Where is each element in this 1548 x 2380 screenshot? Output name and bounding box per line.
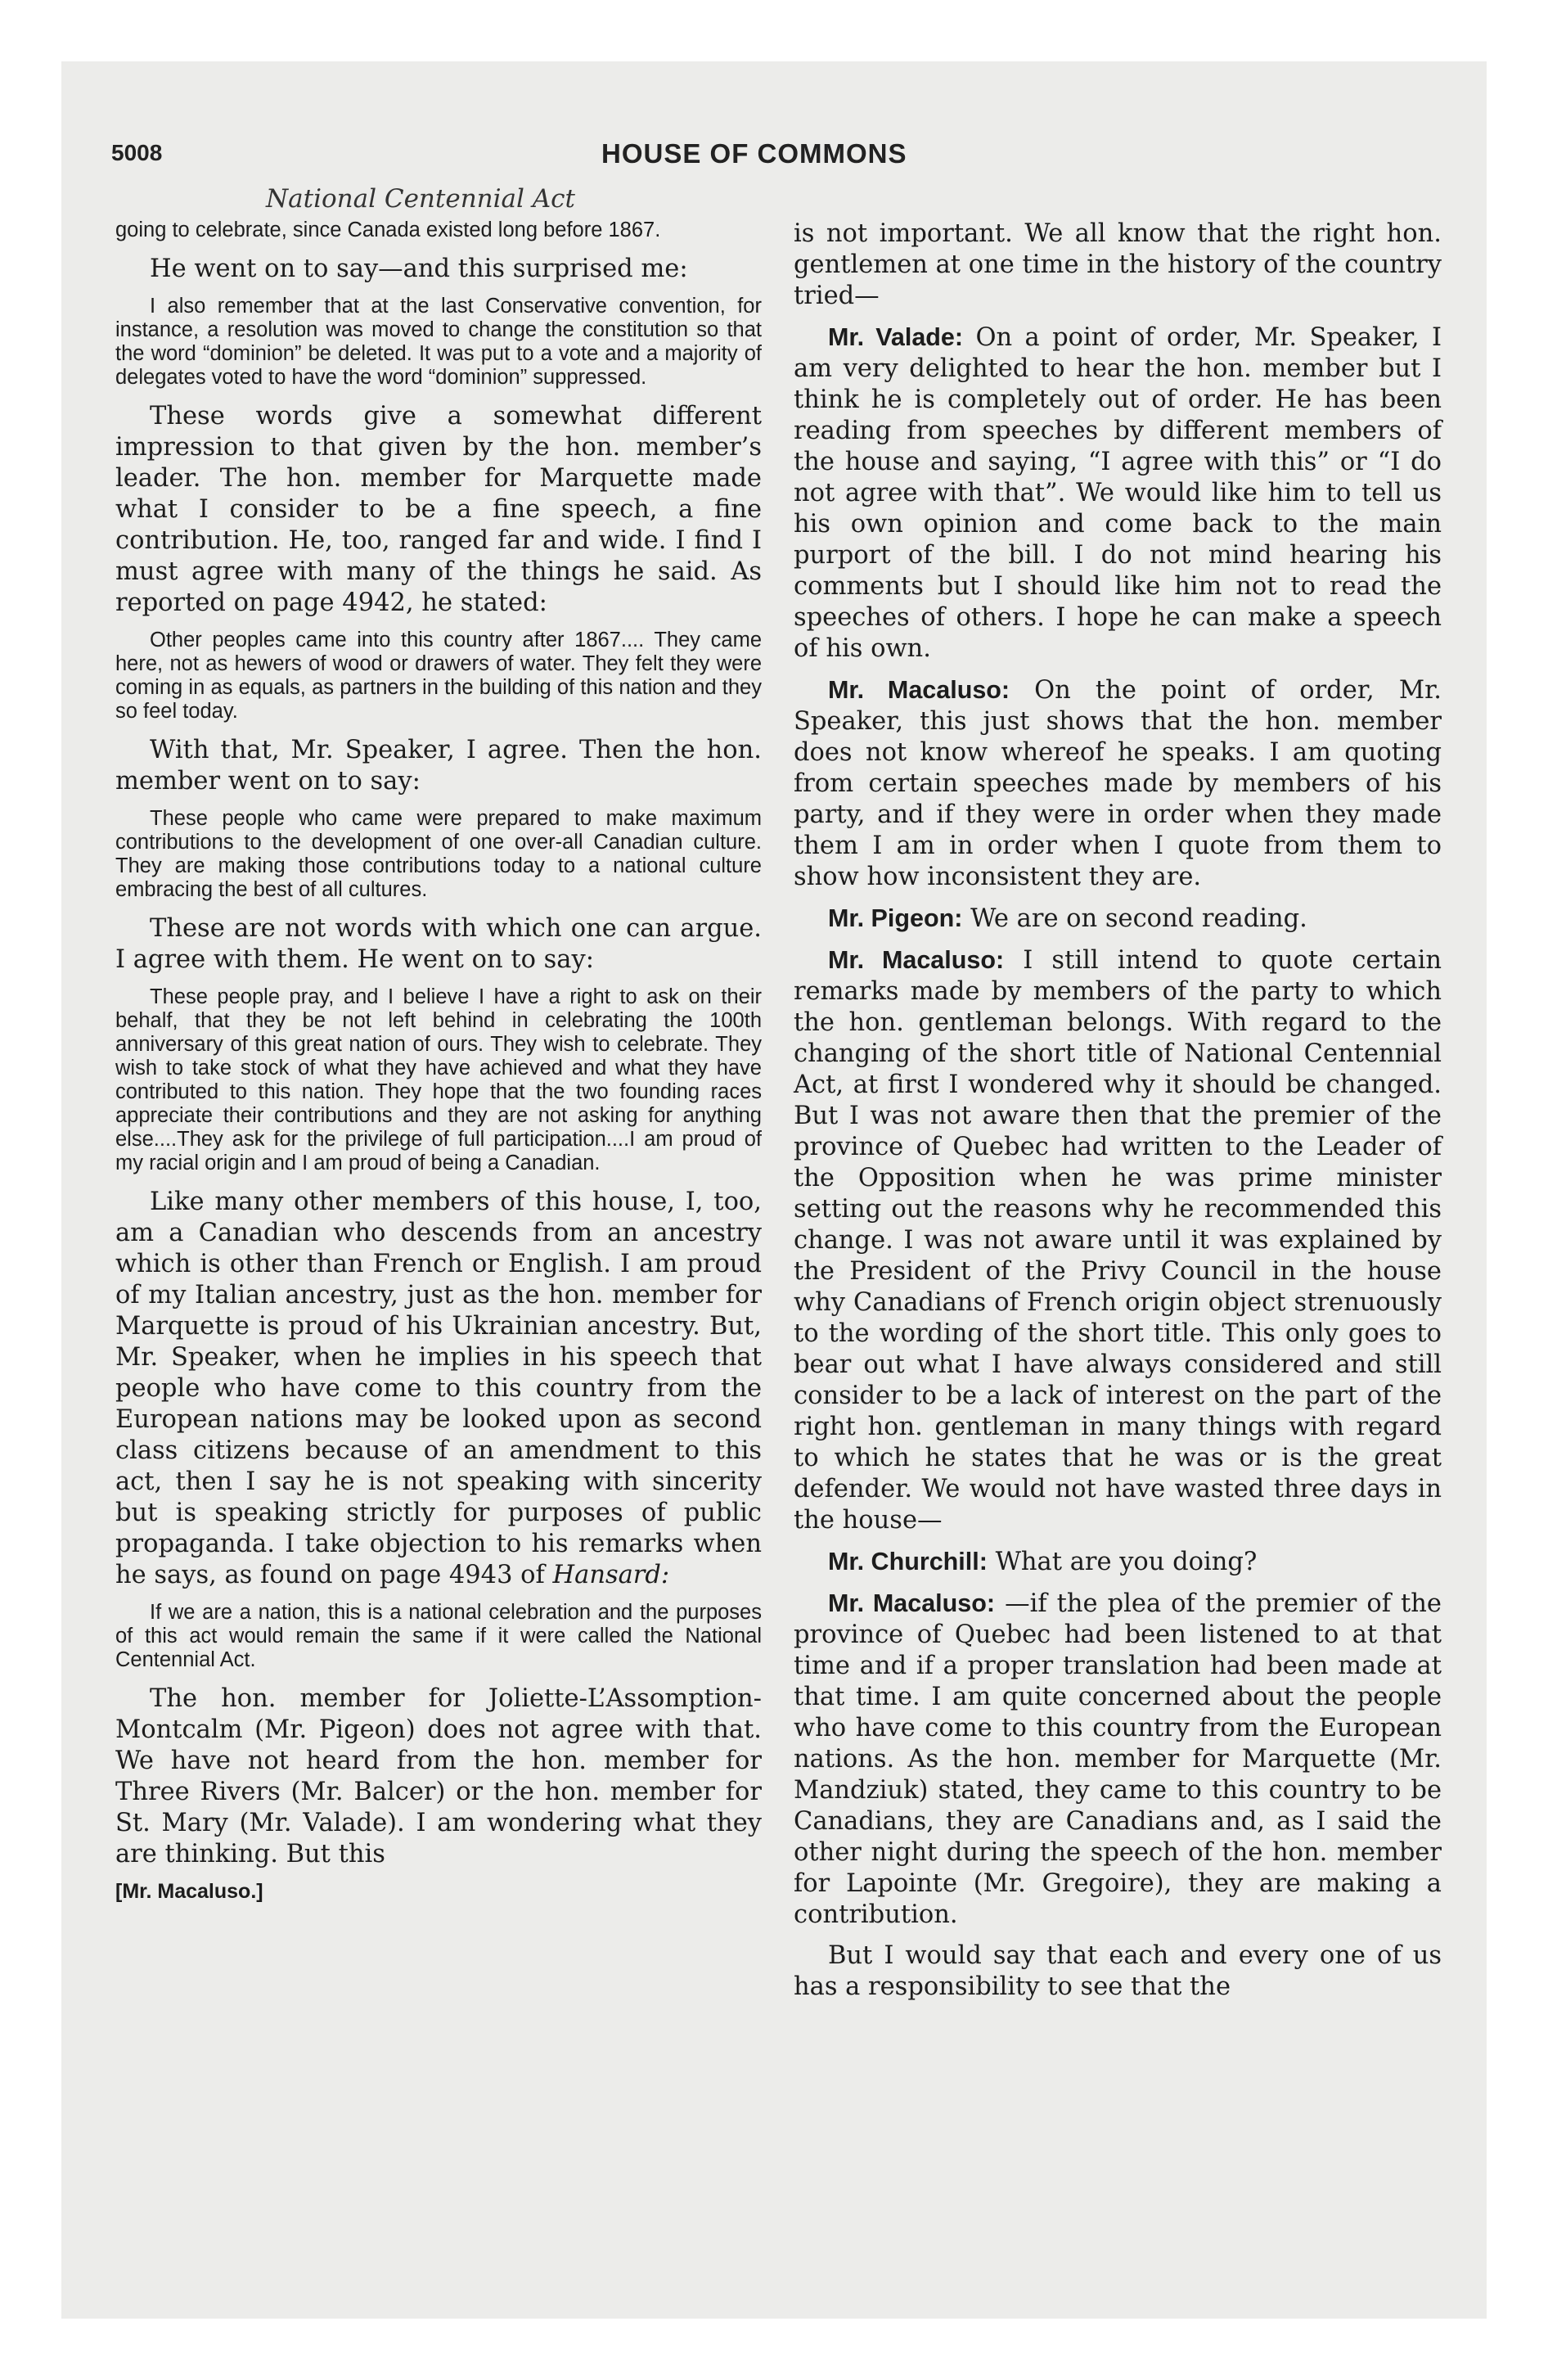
body-paragraph: These words give a somewhat different impression to that given by the hon. member’s leader. The hon. member for Marquette made what I consider to be a fine speech, a fine contribution. He, too, ranged far and wide. I find I must agree with many of the things he said. As reported on page 4942, he stated: xyxy=(115,402,762,617)
speech-text: —if the plea of the premier of the province of Quebec had been listened to at that time and if a proper translation had been made at that time. I am quite concerned about the people who have come to this country from the European nations. As the hon. member for Marquette (Mr. Mandziuk) stated, they came to this country to be Canadians, they are Canadians and, as I said the other night during the speech of the hon. member for Lapointe (Mr. Gregoire), they are making a contribution. xyxy=(794,1589,1442,1929)
page-number: 5008 xyxy=(111,140,163,165)
speech-text: On the point of order, Mr. Speaker, this just shows that the hon. member does not know whereof he speaks. I am quoting from certain speeches made by members of his party, and if they were in order when they made them I am in order when I quote from them to show how inconsistent they are. xyxy=(794,676,1442,891)
speech-paragraph xyxy=(794,1546,1442,1578)
speaker-name: Mr. Valade: xyxy=(828,323,964,351)
speech-paragraph xyxy=(794,944,1442,1536)
hansard-page xyxy=(61,61,1487,2319)
speech-paragraph xyxy=(794,322,1442,665)
speech-text: What are you doing? xyxy=(987,1548,1258,1576)
speaker-footer: [Mr. Macaluso.] xyxy=(115,1880,263,1903)
speech-paragraph xyxy=(794,1588,1442,1931)
right-column xyxy=(794,219,1442,2013)
body-paragraph: These are not words with which one can argue. I agree with them. He went on to say: xyxy=(115,914,762,974)
body-paragraph: With that, Mr. Speaker, I agree. Then the hon. member went on to say: xyxy=(115,736,762,796)
speech-paragraph xyxy=(794,674,1442,893)
left-column xyxy=(115,219,762,1904)
speaker-name: Mr. Churchill: xyxy=(828,1548,988,1575)
quote-continuation: going to celebrate, since Canada existed long before 1867. xyxy=(115,219,661,241)
speaker-name: Mr. Macaluso: xyxy=(828,676,1010,704)
speech-text: We are on second reading. xyxy=(962,904,1307,933)
body-paragraph: But I would say that each and every one of us has a responsibility to see that the xyxy=(794,1941,1442,2001)
hansard-reference: Hansard: xyxy=(552,1561,670,1589)
body-paragraph: He went on to say—and this surprised me: xyxy=(150,255,688,283)
speech-paragraph xyxy=(794,903,1442,935)
speech-text: On a point of order, Mr. Speaker, I am very delighted to hear the hon. member but I think he is completely out of order. He has been reading from speeches by different members of the house and saying, “I agree with this” or “I do not agree with that”. We would like him to tell us his own opinion and come back to the main purport of the bill. I do not mind hearing his comments but I should like him not to read the speeches of others. I hope he can make a speech of his own. xyxy=(794,323,1442,663)
speaker-name: Mr. Macaluso: xyxy=(828,1589,996,1617)
body-paragraph: The hon. member for Joliette-L’Assomption-Montcalm (Mr. Pigeon) does not agree with that. We have not heard from the hon. member for Three Rivers (Mr. Balcer) or the hon. member for St. Mary (Mr. Valade). I am wondering what they are thinking. But this xyxy=(115,1684,762,1868)
quote-paragraph: These people pray, and I believe I have a right to ask on their behalf, that they be not left behind in celebrating the 100th anniversary of this great nation of ours. They wish to celebrate. They wish to take stock of what they have achieved and what they have contributed to this nation. They hope that the two founding races appreciate their contributions and they are not asking for anything else....They ask for the privilege of full participation....I am proud of my racial origin and I am proud of being a Canadian. xyxy=(115,985,762,1174)
page-subtitle: National Centennial Act xyxy=(266,184,575,214)
body-paragraph: is not important. We all know that the right hon. gentlemen at one time in the history of the country tried— xyxy=(794,219,1442,310)
quote-paragraph: These people who came were prepared to make maximum contributions to the development of one over-all Canadian culture. They are making those contributions today to a national culture embracing the best of all cultures. xyxy=(115,807,762,901)
page-header-title: HOUSE OF COMMONS xyxy=(601,138,907,169)
speech-text: I still intend to quote certain remarks made by members of the party to which the hon. gentleman belongs. With regard to the changing of the short title of National Centennial Act, at first I wondered why it should be changed. But I was not aware then that the premier of the province of Quebec had written to the Leader of the Opposition when he was prime minister setting out the reasons why he recommended this change. I was not aware until it was explained by the President of the Privy Council in the house why Canadians of French origin object strenuously to the wording of the short title. This only goes to bear out what I have always considered and still consider to be a lack of interest on the part of the right hon. gentleman in many things with regard to which he states that he was or is the great defender. We would not have wasted three days in the house— xyxy=(794,946,1442,1535)
quote-paragraph: If we are a nation, this is a national celebration and the purposes of this act would remain the same if it were called the National Centennial Act. xyxy=(115,1601,762,1671)
body-paragraph xyxy=(115,1187,762,1591)
paragraph-text: Like many other members of this house, I, too, am a Canadian who descends from an ancestry which is other than French or English. I am proud of my Italian ancestry, just as the hon. member for Marquette is proud of his Ukrainian ancestry. But, Mr. Speaker, when he implies in his speech that people who have come to this country from the European nations may be looked upon as second class citizens because of an amendment to this act, then I say he is not speaking with sincerity but is speaking strictly for purposes of public propaganda. I take objection to his remarks when he says, as found on page 4943 of xyxy=(115,1188,762,1589)
quote-paragraph: Other peoples came into this country after 1867.... They came here, not as hewers of wood or drawers of water. They felt they were coming in as equals, as partners in the building of this nation and they so feel today. xyxy=(115,629,762,723)
speaker-name: Mr. Pigeon: xyxy=(828,904,963,932)
speaker-name: Mr. Macaluso: xyxy=(828,946,1005,974)
quote-paragraph: I also remember that at the last Conservative convention, for instance, a resolution was moved to change the constitution so that the word “dominion” be deleted. It was put to a vote and a majority of delegates voted to have the word “dominion” suppressed. xyxy=(115,295,762,389)
